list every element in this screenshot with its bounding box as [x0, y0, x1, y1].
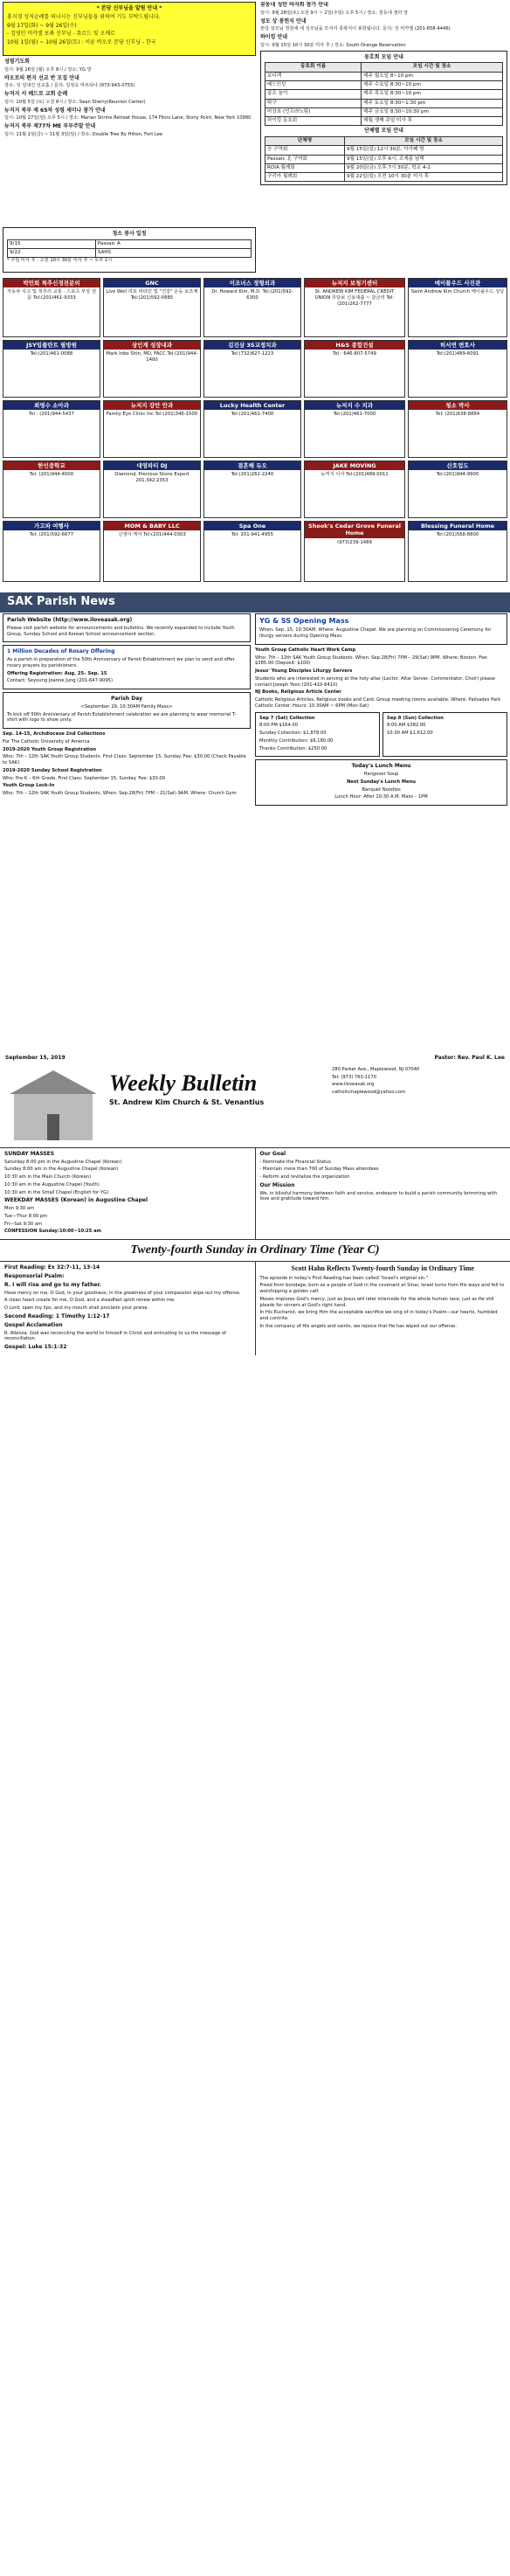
gospel-reading: Gospel: Luke 15:1-32: [4, 1344, 67, 1351]
reflection-paragraph: Moses implores God's mercy, just as Jesus will later intercede for the whole human race, just as He still pleads for sinners at God's right hand.: [259, 1296, 494, 1308]
ad-text: 뉴저지 이사 Tel:(201)489-0011: [320, 472, 389, 478]
sunday-title: Twenty-fourth Sunday in Ordinary Time (Year C): [0, 1239, 510, 1262]
left-item-body: Who: Pre K – 6th Grade. First Class: September 15, Sunday. Fee: $30.00: [3, 775, 165, 781]
ad-name: JAKE MOVING: [305, 461, 404, 470]
reflection-title: Scott Hahn Reflects Twenty-fourth Sunday in Ordinary Time: [291, 1264, 474, 1273]
ad-name: 김진삼 3S교정치과: [204, 341, 300, 350]
ad-24: [304, 521, 405, 582]
contact-line: catholicmaplewood@yahoo.com: [332, 1090, 406, 1096]
meeting-name: 보디랙: [265, 72, 362, 80]
registration-title: * 본당 신부님을 알림 안내 *: [96, 5, 162, 11]
ad-name: Shook's Cedar Grove Funeral Home: [305, 522, 404, 538]
right-item-body: Catholic Religious Articles, Religious books and Card. Group meeting rooms available. Where: Palisades Park Catholic Center. Hours: 10:30AM ~ 6PM (Mon-Sat): [255, 697, 501, 709]
ad-name: Blessing Funeral Home: [409, 522, 507, 530]
weekday-line: Tue—Thur 8:00 pm: [4, 1213, 48, 1219]
ad-18: [203, 460, 301, 518]
bulletin-date: September 15, 2019: [5, 1055, 65, 1061]
collection-sunday: Sunday Collection: $1,878.00: [259, 731, 327, 737]
table-row: [265, 107, 503, 116]
cleaning-date: 9/15: [8, 239, 96, 248]
group-name: 구리아 월례회: [265, 173, 345, 182]
registration-line-2: 9월 17일(화) ~ 9월 26일(수): [7, 22, 77, 29]
group-time: 9월 20일(금) 오후 7시 30분, 학교 4-2: [345, 163, 503, 172]
ad-14: [304, 400, 405, 458]
confession-line: CONFESSION Sunday:10:00~10:25 am: [4, 1229, 102, 1235]
ad-name: 뉴저지 강안 안과: [104, 401, 200, 410]
korean-notices-section: [0, 0, 510, 276]
ad-2: [103, 278, 201, 337]
table-row: [265, 163, 503, 172]
collection-row: 10:30 AM $1,612.00: [387, 731, 433, 737]
ad-text: Tel: (201)944-4000: [29, 472, 74, 478]
lunch-today: Hangover Soup: [363, 772, 399, 778]
right-notice-1-title: 꿈동네 성탄 바자회 참가 안내: [260, 2, 328, 8]
reflection-paragraph: Freed from bondage, born as a people of God in the covenant at Sinai, Israel turns from His ways and fell to worshipping a golden calf.: [259, 1283, 505, 1295]
meeting-time: 매주 월요일 8~10 pm: [362, 72, 503, 80]
ad-text: Family Eye Clinic Inc Tel:(201)346-1500: [106, 412, 198, 418]
ad-name: 청소 박사: [409, 401, 507, 410]
left-item-title: 2019-2020 Youth Group Registration: [3, 746, 97, 752]
cleaning-table: [7, 239, 252, 259]
psalm-response: R. I will rise and go to my father.: [4, 1281, 101, 1288]
ad-17: [103, 460, 201, 518]
ad-text: Tel:(201)262-2240: [231, 472, 274, 478]
meeting-title: 동호회 모임 안내: [364, 53, 403, 60]
website-notice: [3, 613, 251, 642]
right-notice-3-title: 하이킹 안내: [260, 34, 288, 41]
collection-tables: [255, 712, 507, 758]
website-body: Please visit parish website for announcements and bulletins. We recently expanded to include Youth Group, Sunday School and Korean School announcement section.: [7, 625, 235, 637]
left-item-title: 2019-2020 Sunday School Registration: [3, 767, 102, 773]
group-col-time: 모임 시간 및 장소: [345, 137, 503, 146]
ad-text: Tel:(201)461-7000: [333, 412, 376, 418]
meeting-name: 마상초 (인프라노팀): [265, 107, 362, 116]
reflection-paragraph: In the company of His angels and saints, we rejoice that He has wiped out our offense.: [259, 1323, 457, 1329]
collection-title: Sep 7 (Sat) Collection: [259, 715, 315, 721]
cleaning-group: Passaic A: [95, 239, 251, 248]
registration-line-3: - 김영민 미카엘 보좌 신부님 - 뮤르드 및 오베르: [7, 31, 115, 38]
contact-line: www.iloveasak.org: [332, 1082, 375, 1088]
ad-text: Tel:(201)568-8800: [436, 532, 479, 538]
table-row: [8, 239, 252, 248]
ad-name: JSY임플란트 필방원: [3, 341, 100, 350]
meeting-name: 배드민턴: [265, 80, 362, 89]
ad-text: Tel:(201)461-7400: [231, 412, 274, 418]
ad-name: 결혼해 듀오: [204, 461, 300, 470]
acclamation-title: Gospel Acclamation: [4, 1321, 63, 1328]
parish-news-left: [3, 613, 251, 1042]
meeting-schedule-box: [260, 51, 507, 186]
ad-text: Tel:(201)461-0088: [30, 351, 73, 357]
ad-name: Lucky Health Center: [204, 401, 300, 410]
contact-line: Tel: (973) 763-1170: [332, 1074, 376, 1080]
right-item-title: Jesus' Young Disciples Liturgy Servers: [255, 668, 353, 675]
ad-5: [408, 278, 507, 337]
ad-name: 가고파 여행사: [3, 522, 100, 530]
group-name: ROIA 월례회: [265, 163, 345, 172]
collection-monthly: Monthly Contribution: $6,180.00: [259, 737, 334, 744]
goal-line: - Nominate the Financial Status: [259, 1159, 331, 1165]
bulletin-church-name: St. Andrew Kim Church & St. Venantius: [109, 1098, 265, 1106]
collection-row: 8:00 AM $382.00: [387, 723, 426, 729]
ad-name: 상인계 성장내과: [104, 341, 200, 350]
mass-line: Sunday 8:00 am in the Augustine Chapel (Korean): [4, 1167, 119, 1173]
ad-20: [408, 460, 507, 518]
rosary-contact: Contact: Seyoung Joanne Jung (201-647-9095): [7, 678, 113, 684]
masses-block: [0, 1148, 255, 1239]
ad-11: [3, 400, 100, 458]
weekday-title: WEEKDAY MASSES (Korean) in Augustine Chapel: [4, 1197, 148, 1204]
news-3-title: 뉴저지 서 베드로 교회 순례: [4, 91, 68, 98]
ad-text: Tel : 646-807-5749: [333, 351, 376, 357]
church-building-icon: [5, 1066, 101, 1145]
ad-text: Saint Andrew Kim Church 메이플우드 성당: [410, 289, 505, 295]
lunch-next: Banquet Noodles: [362, 786, 401, 793]
group-time: 9월 15일(일) 오후 6시, 조재홍 남택: [345, 155, 503, 163]
bulletin-contacts: [332, 1067, 507, 1098]
ad-text: Tel: (201)592-6677: [29, 532, 74, 538]
right-notice-2-title: 성모 상 봉헌식 안내: [260, 17, 307, 24]
rosary-body: As a parish in preparation of the 50th Anniversary of Parish Establishment we plan to send and offer rosary prayers by parishioners.: [7, 657, 235, 668]
news-1-body: 일시: 9월 16일 (월) 오후 8시 / 장소: YG 방: [4, 66, 92, 73]
rosary-notice: [3, 645, 251, 689]
news-2-body: 장소: 성 김대건 선교홀 / 문의: 김정옥 마르티나 (973-943-0755): [4, 83, 135, 89]
table-row: [265, 63, 503, 72]
group-table-title: 단체별 모임 안내: [364, 128, 403, 135]
ad-text: (973)239-1489: [337, 539, 372, 545]
ad-name: 뉴저지 보청기센터: [305, 279, 404, 287]
yg-title: YG & SS Opening Mass: [259, 617, 349, 625]
right-notice-2-body: 본당 성모님 정원에 새 성모님을 모셔서 축복식이 봉헌됩니다. 문의: 성 미카엘 (201-658-4446): [260, 26, 451, 32]
goal-line: - Maintain more than 700 of Sunday Mass attendees: [259, 1167, 379, 1173]
ad-9: [304, 340, 405, 398]
ad-1: [3, 278, 100, 337]
cleaning-date: 9/22: [8, 249, 96, 258]
goals-title: Our Goal: [259, 1150, 286, 1157]
ad-12: [103, 400, 201, 458]
lunch-hour: Lunch Hour: After 10:30 A.M. Mass – 1PM: [334, 794, 428, 800]
table-row: [265, 155, 503, 163]
right-item-title: Youth Group Catholic Heart Work Camp: [255, 647, 356, 653]
group-time: 9월 22일(일) 오전 10시 30분 미사 후: [345, 173, 503, 182]
ad-8: [203, 340, 301, 398]
cleaning-group: SAHS: [95, 249, 251, 258]
collection-7: [255, 712, 380, 758]
news-2-title: 바오로의 편지 선교 반 모집 안내: [4, 74, 79, 81]
ad-text: 신생아 케어 Tel:(201)444-0303: [118, 532, 186, 538]
ad-text: Tel : (201)944-5437: [29, 412, 74, 418]
ad-text: Tel:(201)944-9900: [436, 472, 479, 478]
ad-text: Tel:(201)489-6091: [436, 351, 479, 357]
cleaning-schedule-box: [3, 227, 256, 273]
news-1-title: 성령기도회: [4, 59, 30, 65]
left-item-body: Who: 7th – 12th SAK Youth Group Students. First Class: September 15, Sunday. Fee: $30.00 (Check Payable to SAK): [3, 754, 246, 766]
right-item-title: NJ Books, Religious Article Center: [255, 689, 341, 696]
meeting-col-name: 동호회 이름: [265, 63, 362, 72]
cleaning-title: 청소 봉사 일정: [112, 231, 147, 237]
right-notice-1-body: 일시: 9월 28일(토) 오전 9시 ~ 2일(주일) 오후 5시 / 장소: 꿈동네 센터 앞: [260, 10, 409, 16]
korean-left-column: [3, 2, 256, 274]
readings-block: [0, 1262, 255, 1355]
ad-name: MOM & BABY LLC: [104, 522, 200, 530]
goal-line: - Reform and revitalize the organization: [259, 1174, 350, 1181]
news-4-title: 뉴저지 북부 제 65차 성령 세미나 참가 안내: [4, 107, 106, 114]
parish-day-date: <September 29, 10:30AM Family Mass>: [80, 703, 173, 710]
ad-13: [203, 400, 301, 458]
masses-title: SUNDAY MASSES: [4, 1150, 55, 1157]
meeting-time: 매주 금요일 8:30~10:30 pm: [362, 107, 503, 116]
ad-text: Live Well 리포 비타민 및 "건강" 운동 보조제 Tel:(201)592-0885: [106, 289, 198, 301]
ad-text: Diamond, Precious Stone Expert 201.342.2353: [114, 472, 190, 484]
meeting-name: 골프 놀이: [265, 90, 362, 99]
yg-body: When: Sep. 15, 10:30AM. Where: Augustine Chapel. We are planning on Commissioning Ceremony for liturgy servers during Opening Mass.: [259, 627, 492, 640]
table-row: [265, 137, 503, 146]
ad-name: GNC: [104, 279, 200, 287]
korean-right-column: [260, 2, 507, 274]
psalm-verse: A clean heart create for me, O God, and a steadfast spirit renew within me.: [4, 1298, 176, 1304]
ad-name: 뉴저지 수 치과: [305, 401, 404, 410]
meeting-time: 매주 토요일 8:30~1:30 pm: [362, 99, 503, 107]
first-reading: First Reading: Ex 32:7-11, 13-14: [4, 1264, 100, 1271]
korean-news-list: [3, 56, 256, 142]
second-reading: Second Reading: 1 Timothy 1:12-17: [4, 1312, 110, 1319]
meeting-time: 매주 목요일 8:30~10 pm: [362, 90, 503, 99]
right-item-body: Who: 7th – 12th SAK Youth Group Students. When: Sep.28(Fri) 7PM – 29(Sat) 9PM. Where: Boston. Fee: $385.00 (Deposit: $100): [255, 654, 489, 667]
left-item-body: Who: 7th – 12th SAK Youth Group Students. When: Sep.28(Fri) 7PM – 21(Sat) 9AM. Where: Church Gym: [3, 791, 237, 797]
registration-line-1: 홍지경 성직순례를 떠나시는 신부님들을 위하여 기도 부탁드립니다.: [7, 13, 161, 20]
ad-name: 한인중학교: [3, 461, 100, 470]
ad-text: Tel: 201-941-4955: [231, 532, 274, 538]
table-row: [265, 146, 503, 155]
bulletin-masthead: [109, 1069, 264, 1107]
rosary-title: 1 Million Decades of Rosary Offering: [7, 648, 115, 655]
readings-row: [0, 1262, 510, 1355]
table-row: [265, 90, 503, 99]
weekday-line: Fri—Sat 9:30 am: [4, 1221, 43, 1227]
ad-3: [203, 278, 301, 337]
website-title: Parish Website (http://www.iloveasak.org): [7, 617, 133, 623]
parish-day-body: To kick off 50th Anniversary of Parish Establishment celebration we are planning to wear memorial T-shirt with logo to show unity.: [7, 711, 237, 724]
table-row: [265, 117, 503, 126]
parish-day-title: Parish Day: [111, 696, 142, 703]
news-3-body: 일시: 10월 5일 (토) 오전 8시 / 장소: Sean Sherry(Reunion Center): [4, 99, 146, 105]
group-time: 9월 15일(일) 12시 30분, 아가페 방: [345, 146, 503, 155]
left-item-title: Youth Group Lock-In: [3, 783, 55, 789]
weekday-line: Mon 9:30 am: [4, 1206, 35, 1212]
reflection-paragraph: In His Eucharist, we bring Him the acceptable sacrifice we sing of in today's Psalm—our hearts, humbled and contrite.: [259, 1310, 498, 1322]
mass-line: 10:30 am in the Augustine Chapel (Youth): [4, 1181, 100, 1188]
weekly-bulletin-section: [0, 1053, 510, 2573]
news-5-title: 뉴저지 북부 제77차 ME 부부주말 안내: [4, 123, 96, 130]
lunch-menu: [255, 759, 507, 806]
table-row: [8, 249, 252, 258]
ad-25: [408, 521, 507, 582]
meeting-time: 매주 수요일 8:30~10 pm: [362, 80, 503, 89]
mass-line: Saturday 8:00 pm in the Augustine Chapel (Korean): [4, 1159, 122, 1165]
registration-notice-box: [3, 2, 256, 56]
ad-name: 최영수 소아과: [3, 401, 100, 410]
ad-text: 자동차 사고 및 척추의 교통 · 스포츠 부상 전문 Tel:(201)461-9333: [6, 289, 97, 301]
table-row: [265, 80, 503, 89]
mass-line: 10:30 am in the Small Chapel (English for YG): [4, 1189, 109, 1195]
collection-8: [382, 712, 507, 758]
collection-title: Sep 8 (Sun) Collection: [387, 715, 444, 721]
ad-name: 이조녀스 정형외과: [204, 279, 300, 287]
meeting-time: 매월 셋째 주일 미사 후: [362, 117, 503, 126]
ad-name: 대영파티 DJ: [104, 461, 200, 470]
contact-line: 280 Parker Ave., Maplewood, NJ 07040: [332, 1066, 420, 1072]
left-item-title: Sep. 14-15, Archdiocese 2nd Collections: [3, 731, 106, 737]
meeting-table: [265, 62, 503, 126]
group-name: 승 구역회: [265, 146, 345, 155]
collection-row: 8:00 PM $164.00: [259, 723, 299, 729]
ad-6: [3, 340, 100, 398]
parish-news-banner: SAK Parish News: [0, 592, 510, 613]
ad-name: Spa One: [204, 522, 300, 530]
lunch-next-title: Next Sunday's Lunch Menu: [347, 779, 416, 785]
ad-text: Dr. Howard Kim, M.D. Tel:(201)592-6300: [211, 289, 293, 301]
parish-news-right: [255, 613, 507, 1042]
meeting-name: 하이킹 동호회: [265, 117, 362, 126]
bulletin-header: [0, 1063, 510, 1147]
collection-thanks: Thanks Contribution: $250.00: [259, 745, 327, 751]
ad-10: [408, 340, 507, 398]
ad-7: [103, 340, 201, 398]
table-row: [265, 72, 503, 80]
ad-4: [304, 278, 405, 337]
mission-title: Our Mission: [259, 1181, 295, 1188]
ads-section: [0, 278, 510, 588]
reflection-paragraph: The episode in today's First Reading has been called "Israel's original sin.": [259, 1275, 429, 1281]
right-item-body: Students who are interested in serving at the holy altar (Lector, Altar Server, Commentator, Choir) please contact Joseph Yoon (201-410-6410): [255, 675, 495, 688]
ad-name: 메이플우드 사진관: [409, 279, 507, 287]
ad-name: 산호업도: [409, 461, 507, 470]
bulletin-pastor: Pastor: Rev. Paul K. Lee: [434, 1055, 505, 1061]
psalm-title: Responsorial Psalm:: [4, 1273, 65, 1280]
news-4-body: 일시: 10월 27일(일) 오후 5시 / 장소: Marian Shrine Retreat House, 174 Filors Lane, Stony Point, New York 10980: [4, 115, 252, 121]
group-col-name: 단체명: [265, 137, 345, 146]
ad-name: 박민희 척추신경전문의: [3, 279, 100, 287]
goals-block: [255, 1148, 510, 1239]
right-notice-3-body: 일시: 9월 15일 10시 30분 미사 후 / 장소: South Orange Reservation: [260, 42, 406, 48]
ad-21: [3, 521, 100, 582]
ad-text: Tel: (201)638-8884: [435, 412, 480, 418]
mass-line: 10:30 am in the Main Church (Korean): [4, 1174, 92, 1181]
table-row: [265, 173, 503, 182]
psalm-verse: Have mercy on me, O God, in your goodness; in the greatness of your compassion wipe out my offense.: [4, 1290, 241, 1296]
bulletin-dateline: [0, 1053, 510, 1063]
meeting-name: 탁구: [265, 99, 362, 107]
psalm-verse: O Lord, open my lips, and my mouth shall proclaim your praise.: [4, 1305, 149, 1312]
left-item-body: For The Catholic University of America: [3, 738, 90, 744]
group-table: [265, 136, 503, 182]
cleaning-note: * 주일 미사 후 : 오전 10시 30분 미사 후 ~ 오후 1시: [7, 258, 113, 264]
ad-text: Tel:(732)627-1223: [231, 351, 274, 357]
acclamation-text: R. Alleluia. God was reconciling the world to himself in Christ and entrusting to us the message of reconciliation.: [4, 1330, 226, 1342]
ad-name: 히서연 변호사: [409, 341, 507, 350]
parish-news-section: [0, 592, 510, 1047]
bulletin-masthead-title: Weekly Bulletin: [109, 1070, 258, 1096]
yg-opening-mass: [255, 613, 507, 645]
ad-15: [408, 400, 507, 458]
ad-text: Mark Inbo Shin, MD, FACC Tel:(201)944-1400: [106, 351, 198, 364]
ad-text: St. ANDREW KIM FEDERAL CREDIT UNION 무담보 신용대출 ~ 갈금리 Tel:(201)262-7777: [314, 289, 395, 308]
mission-body: We, in blissful harmony between faith and service, endeavor to build a parish community brimming with love and gratitude toward him.: [259, 1190, 497, 1202]
registration-line-4: 10월 1일(월) ~ 10월 26일(토) : 이윤 바오로 본당 신부님 - 한국: [7, 39, 156, 46]
ad-16: [3, 460, 100, 518]
ad-22: [103, 521, 201, 582]
ad-23: [203, 521, 301, 582]
group-name: Passaic 北 구역회: [265, 155, 345, 163]
table-row: [265, 99, 503, 107]
lunch-title: Today's Lunch Menu: [351, 763, 411, 770]
reflection-block: [255, 1262, 510, 1355]
meeting-col-time: 모임 시간 및 장소: [362, 63, 503, 72]
mass-goals-row: [0, 1147, 510, 1239]
parish-day-notice: [3, 692, 251, 729]
ad-19: [304, 460, 405, 518]
news-5-body: 일시: 11월 1일(금) ~ 11월 3일(일) / 장소: Double Tree By Hilton, Fort Lee: [4, 131, 163, 137]
ad-name: H&S 종합건설: [305, 341, 404, 350]
rosary-dates: Offering Registration: Aug. 25– Sep. 15: [7, 670, 107, 676]
